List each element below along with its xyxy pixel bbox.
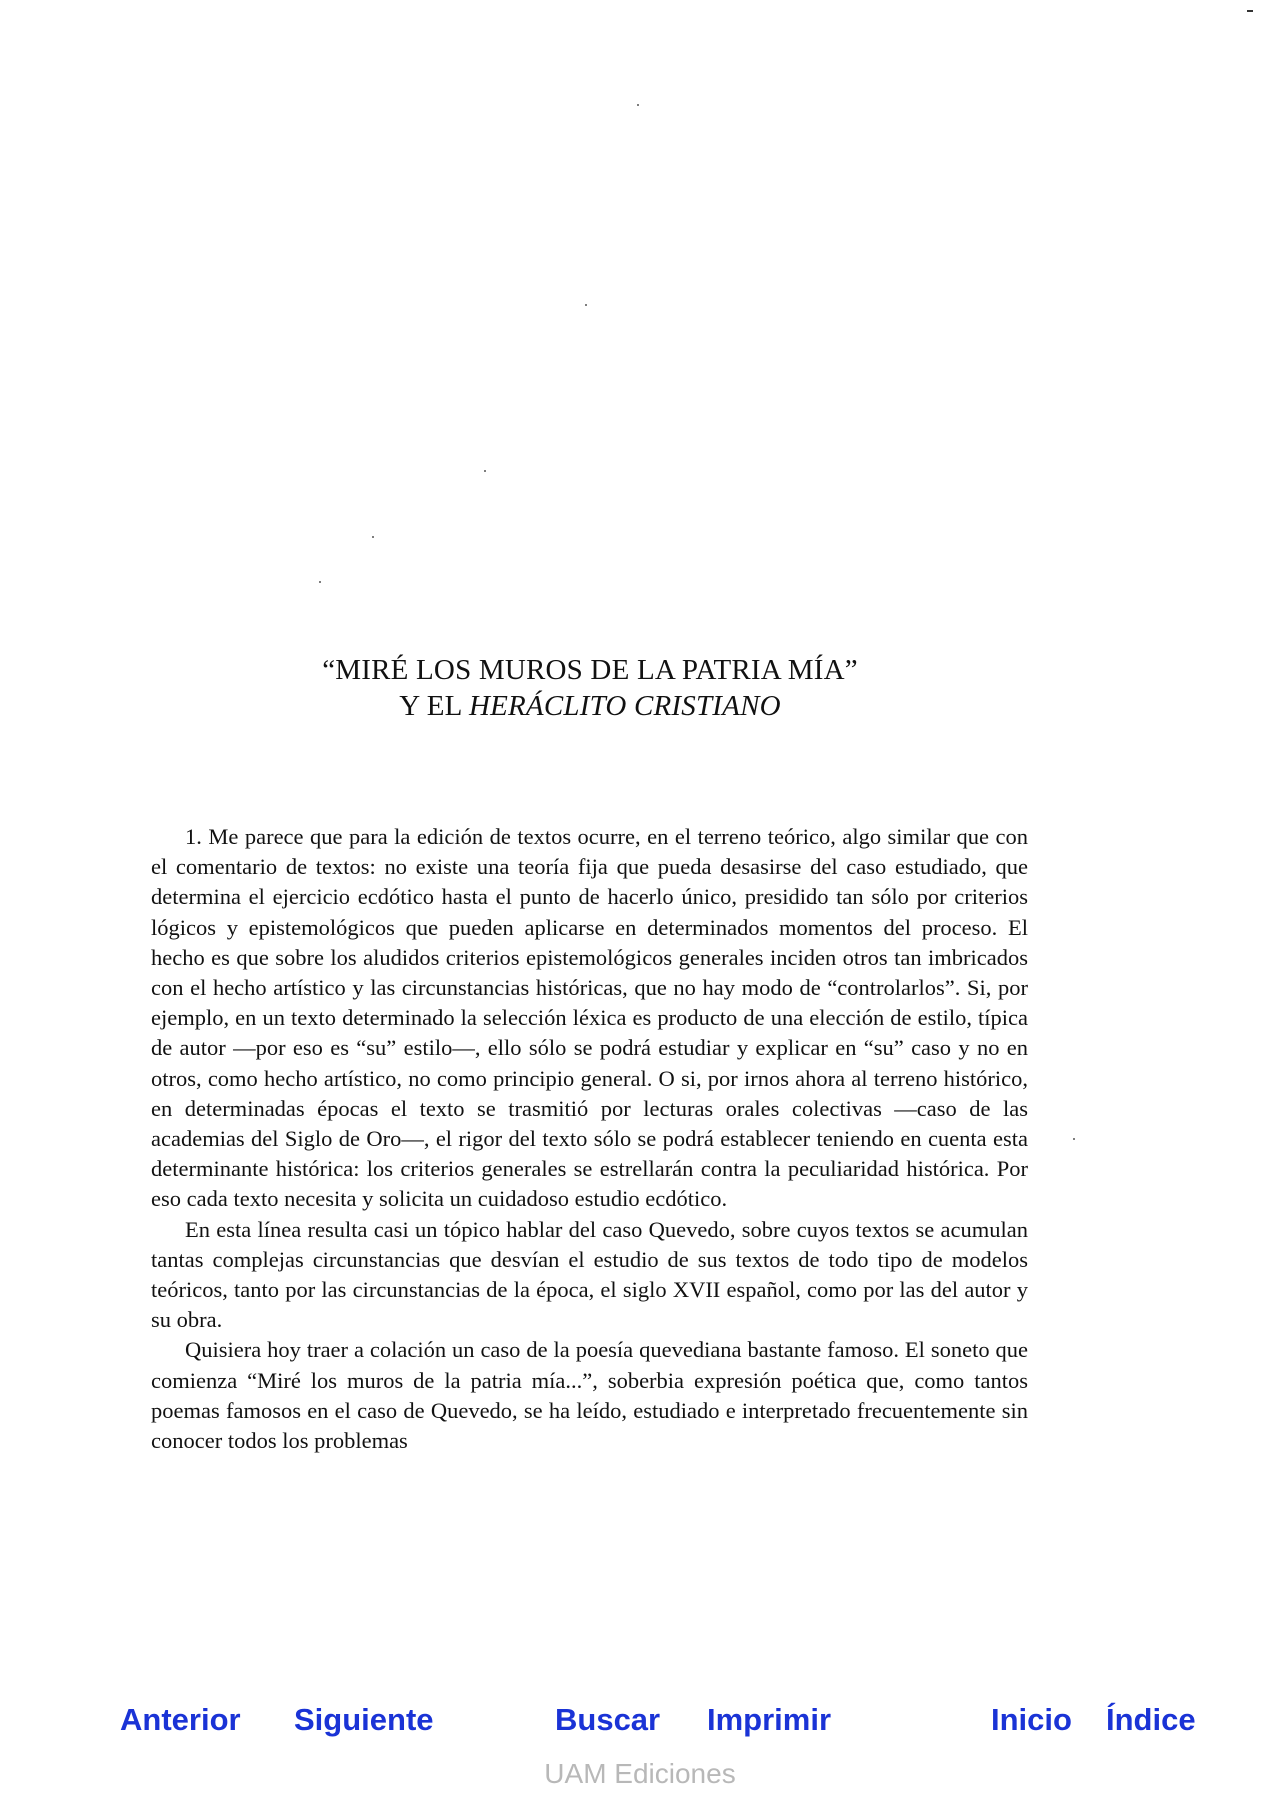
body-text — [151, 822, 1028, 1456]
paragraph-1: 1. Me parece que para la edición de textos ocurre, en el terreno teórico, algo similar que con el comentario de textos: no existe una teoría fija que pueda desasirse del caso estudiado, que determina el ejercicio ecdótico hasta el punto de hacerlo único, presidido tan sólo por criterios lógicos y epistemológicos que pueden aplicarse en determinados momentos del proceso. El hecho es que sobre los aludidos criterios epistemológicos generales inciden otros tan imbricados con el hecho artístico y las circunstancias históricas, que no hay modo de “controlarlos”. Si, por ejemplo, en un texto determinado la selección léxica es producto de una elección de estilo, típica de autor —por eso es “su” estilo—, ello sólo se podrá estudiar y explicar en “su” caso y no en otros, como hecho artístico, no como principio general. O si, por irnos ahora al terreno histórico, en determinadas épocas el texto se trasmitió por lecturas orales colectivas —caso de las academias del Siglo de Oro—, el rigor del texto sólo se podrá establecer teniendo en cuenta esta determinante histórica: los criterios generales se estrellarán contra la peculiaridad histórica. Por eso cada texto necesita y solicita un cuidadoso estudio ecdótico. — [151, 824, 1028, 1212]
nav-anterior-link[interactable]: Anterior — [120, 1702, 241, 1737]
nav-imprimir-link[interactable]: Imprimir — [707, 1702, 832, 1737]
scan-speck — [484, 470, 486, 472]
scan-mark — [1247, 10, 1253, 12]
document-title — [150, 652, 1030, 724]
nav-siguiente-link[interactable]: Siguiente — [294, 1702, 434, 1737]
nav-indice-link[interactable]: Índice — [1106, 1702, 1196, 1737]
nav-inicio-link[interactable]: Inicio — [991, 1702, 1072, 1737]
scan-speck — [319, 581, 321, 583]
scan-speck — [585, 304, 587, 306]
title-line-2-italic: HERÁCLITO CRISTIANO — [468, 690, 781, 722]
scan-speck — [372, 536, 374, 538]
title-line-2-prefix: Y EL — [399, 690, 469, 722]
scan-speck — [637, 104, 639, 106]
paragraph-3: Quisiera hoy traer a colación un caso de la poesía quevediana bastante famoso. El soneto que comienza “Miré los muros de la patria mía...”, soberbia expresión poética que, como tantos poemas famosos en el caso de Quevedo, se ha leído, estudiado e interpretado frecuentemente sin conocer todos los problemas — [151, 1337, 1028, 1454]
scan-speck — [1073, 1138, 1075, 1140]
title-line-1: “MIRÉ LOS MUROS DE LA PATRIA MÍA” — [322, 654, 858, 686]
footer-brand: UAM Ediciones — [544, 1758, 736, 1789]
nav-buscar-link[interactable]: Buscar — [555, 1702, 661, 1737]
title-line-2 — [150, 688, 1030, 724]
paragraph-2: En esta línea resulta casi un tópico hablar del caso Quevedo, sobre cuyos textos se acumulan tantas complejas circunstancias que desvían el estudio de sus textos de todo tipo de modelos teóricos, tanto por las circunstancias de la época, el siglo XVII español, como por las del autor y su obra. — [151, 1216, 1028, 1333]
